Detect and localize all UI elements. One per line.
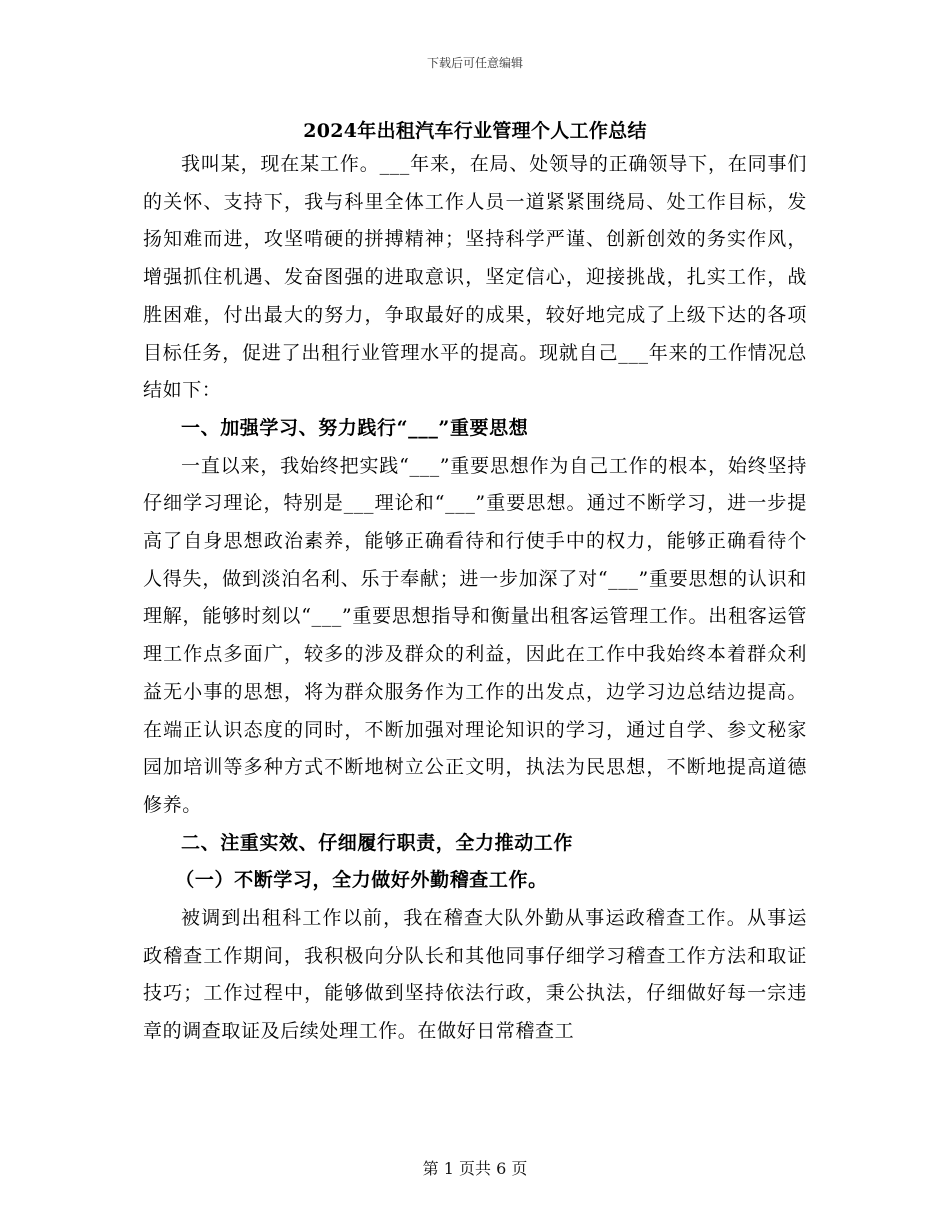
section-heading-2: 二、注重实效、仔细履行职责，全力推动工作: [181, 831, 574, 854]
page-footer: 第 1 页共 6 页: [422, 1159, 528, 1178]
document-title: 2024年出租汽车行业管理个人工作总结: [303, 120, 647, 142]
subsection-1-paragraph: 被调到出租科工作以前，我在稽查大队外勤从事运政稽查工作。从事运政稽查工作期间，我积极向分队长和其他同事仔细学习稽查工作方法和取证技巧；工作过程中，能够做到坚持依法行政，秉公执法，仔细做好每一宗违章的调查取证及后续处理工作。在做好日常稽查工: [143, 907, 807, 1043]
subsection-heading-1: （一）不断学习，全力做好外勤稽查工作。: [175, 869, 548, 892]
document-body: [143, 146, 807, 1051]
page-header-note: 下载后可任意编辑: [426, 56, 523, 70]
intro-paragraph: 我叫某，现在某工作。___年来，在局、处领导的正确领导下，在同事们的关怀、支持下，我与科里全体工作人员一道紧紧围绕局、处工作目标，发扬知难而进，攻坚啃硬的拼搏精神；坚持科学严谨、创新创效的务实作风，增强抓住机遇、发奋图强的进取意识，坚定信心，迎接挑战，扎实工作，战胜困难，付出最大的努力，争取最好的成果，较好地完成了上级下达的各项目标任务，促进了出租行业管理水平的提高。现就自己___年来的工作情况总结如下：: [143, 153, 807, 402]
section-1-paragraph: 一直以来，我始终把实践“___”重要思想作为自己工作的根本，始终坚持仔细学习理论，特别是___理论和“___”重要思想。通过不断学习，进一步提高了自身思想政治素养，能够正确看待和行使手中的权力，能够正确看待个人得失，做到淡泊名利、乐于奉献；进一步加深了对“___”重要思想的认识和理解，能够时刻以“___”重要思想指导和衡量出租客运管理工作。出租客运管理工作点多面广，较多的涉及群众的利益，因此在工作中我始终本着群众利益无小事的思想，将为群众服务作为工作的出发点，边学习边总结边提高。在端正认识态度的同时，不断加强对理论知识的学习，通过自学、参文秘家园加培训等多种方式不断地树立公正文明，执法为民思想，不断地提高道德修养。: [143, 454, 807, 816]
section-heading-1: 一、加强学习、努力践行“___”重要思想: [181, 416, 529, 439]
